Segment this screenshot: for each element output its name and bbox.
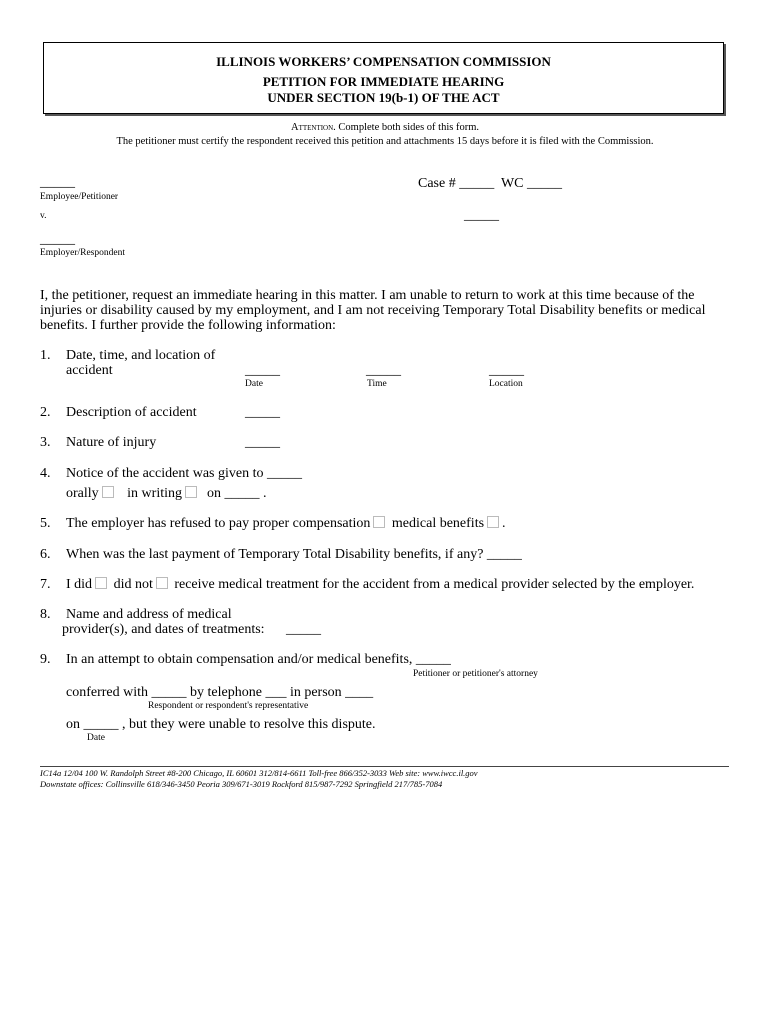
item-5-text: The employer has refused to pay proper compensation medical benefits . [66,516,506,531]
item-8-text-b: provider(s), and dates of treatments: [62,622,265,637]
item-7-text: I did did not receive medical treatment for the accident from a medical provider selected by the employer. [66,577,695,592]
case-number-field[interactable]: _____ [459,176,495,191]
telephone-field[interactable]: ___ [265,685,287,700]
respondent-label: Employer/Respondent [40,248,125,258]
petitioner-label: Employee/Petitioner [40,192,119,202]
form-title: PETITION FOR IMMEDIATE HEARING [262,74,505,89]
attention-note: Attention. Complete both sides of this form. [290,122,479,133]
item-4-options: orally in writing on _____ . [66,486,267,501]
item-9-text: In an attempt to obtain compensation and/or medical benefits, _____ [66,652,451,667]
intro-paragraph: I, the petitioner, request an immediate hearing in this matter. I am unable to return to work at this time because of the injuries or disability caused by my employment, and I am not receiving Temporary Total Disability benefits or medical benefits. I further provide the following information: [40,288,706,333]
item-8-number: 8. [40,607,51,622]
respondent-rep-label: Respondent or respondent's representative [148,701,309,711]
conferred-row: conferred with _____ by telephone ___ in person ____ [66,685,374,700]
conferred-with-field[interactable]: _____ [151,685,187,700]
item-2-text: Description of accident [66,405,197,420]
time-label: Time [367,379,387,389]
accident-location-field[interactable]: _____ [489,363,524,378]
notice-date-field[interactable]: _____ [224,486,260,501]
conference-date-row: on _____ , but they were unable to resolve this dispute. [66,717,376,732]
accident-description-field[interactable]: _____ [245,405,280,420]
orally-checkbox[interactable] [102,486,114,498]
item-3-text: Nature of injury [66,435,157,450]
item-7-number: 7. [40,577,51,592]
conference-date-label: Date [87,733,105,743]
location-label: Location [489,379,523,389]
form-subtitle: UNDER SECTION 19(b-1) OF THE ACT [267,90,500,105]
item-8-text: Name and address of medical [66,607,232,622]
did-not-checkbox[interactable] [156,577,168,589]
item-1-text: Date, time, and location of [66,348,216,363]
accident-time-field[interactable]: _____ [366,363,401,378]
footer-address: IC14a 12/04 100 W. Randolph Street #8-200 Chicago, IL 60601 312/814-6611 Toll-free 866/352-3033 Web site: www.iwcc.il.gov [40,768,478,778]
last-ttd-payment-field[interactable]: _____ [486,547,522,562]
wc-field[interactable]: _____ [527,176,563,191]
injury-nature-field[interactable]: _____ [245,435,280,450]
item-1-number: 1. [40,348,51,363]
item-6-number: 6. [40,547,51,562]
in-writing-checkbox[interactable] [185,486,197,498]
item-4-number: 4. [40,466,51,481]
item-4-text: Notice of the accident was given to _____ [66,466,302,481]
petitioner-field[interactable]: _____ [40,175,75,190]
commission-title: ILLINOIS WORKERS’ COMPENSATION COMMISSION [216,54,551,69]
conference-date-field[interactable]: _____ [83,717,119,732]
case-number-row: Case # _____ WC _____ [418,176,563,191]
medical-providers-field[interactable]: _____ [286,622,321,637]
in-person-field[interactable]: ____ [345,685,374,700]
case-extra-field[interactable]: _____ [464,208,499,223]
medical-benefits-checkbox[interactable] [487,516,499,528]
did-checkbox[interactable] [95,577,107,589]
item-1-text-b: accident [66,363,113,378]
accident-date-field[interactable]: _____ [245,363,280,378]
item-6-text: When was the last payment of Temporary Total Disability benefits, if any? _____ [66,547,522,562]
notice-given-to-field[interactable]: _____ [266,466,302,481]
date-label: Date [245,379,263,389]
item-9-number: 9. [40,652,51,667]
compensation-checkbox[interactable] [373,516,385,528]
footer-divider [40,766,729,767]
item-2-number: 2. [40,405,51,420]
footer-offices: Downstate offices: Collinsville 618/346-3450 Peoria 309/671-3019 Rockford 815/987-7292 Springfield 217/785-7084 [40,779,443,789]
petitioner-attorney-label: Petitioner or petitioner's attorney [413,669,538,679]
petitioner-attorney-field[interactable]: _____ [415,652,451,667]
item-3-number: 3. [40,435,51,450]
item-5-number: 5. [40,516,51,531]
certify-note: The petitioner must certify the respondent received this petition and attachments 15 days before it is filed with the Commission. [116,136,654,147]
versus: v. [40,211,47,221]
respondent-field[interactable]: _____ [40,232,75,247]
